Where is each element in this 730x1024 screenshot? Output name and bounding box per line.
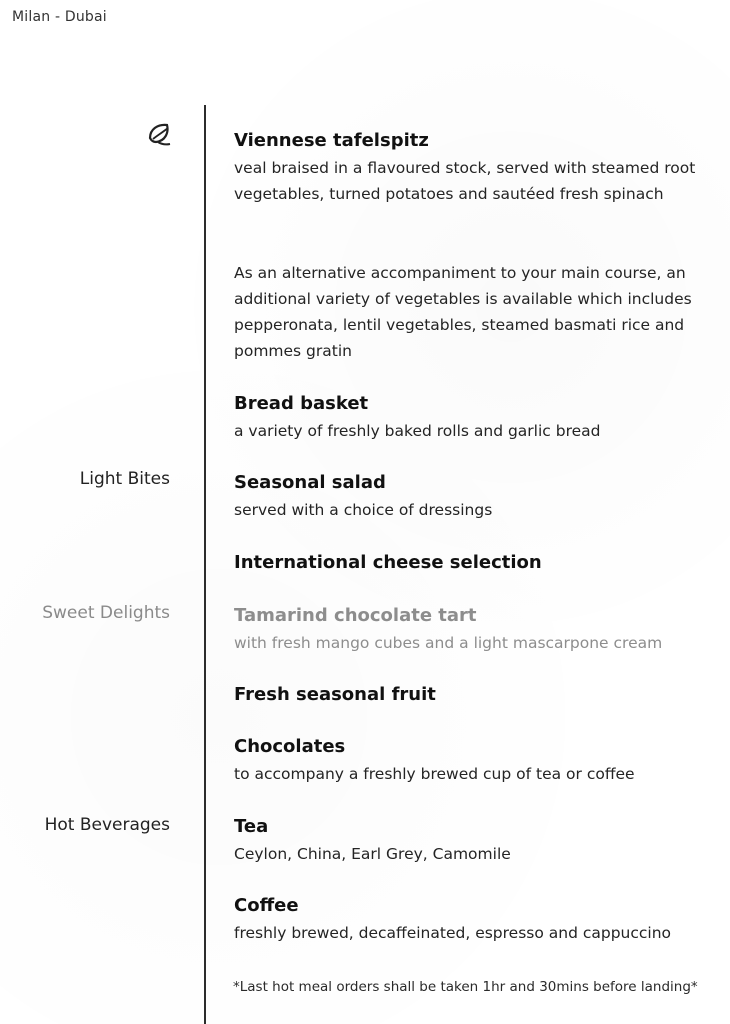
item-title: Bread basket [234, 393, 369, 414]
leaf-icon [145, 120, 175, 150]
menu-item-bread-basket [234, 392, 704, 444]
item-description: to accompany a freshly brewed cup of tea or coffee [234, 765, 635, 783]
item-title: Seasonal salad [234, 472, 386, 493]
item-title: Tea [234, 816, 269, 837]
item-title: Coffee [234, 895, 299, 916]
item-title: International cheese selection [234, 552, 542, 573]
item-title: Tamarind chocolate tart [234, 605, 477, 626]
menu-item-tamarind-chocolate-tart [234, 604, 704, 656]
item-description: a variety of freshly baked rolls and garlic bread [234, 422, 601, 440]
footer-note: *Last hot meal orders shall be taken 1hr and 30mins before landing* [233, 979, 698, 995]
menu-item-seasonal-salad [234, 471, 704, 523]
section-label-hot-beverages: Hot Beverages [44, 815, 170, 835]
item-title: Fresh seasonal fruit [234, 684, 436, 705]
item-description: served with a choice of dressings [234, 501, 493, 519]
menu-item-viennese-tafelspitz [234, 129, 704, 207]
item-description: with fresh mango cubes and a light mascarpone cream [234, 634, 663, 652]
item-description: As an alternative accompaniment to your main course, an additional variety of vegetables is available which includes pepperonata, lentil vegetables, steamed basmati rice and pommes gratin [234, 264, 692, 360]
item-title: Chocolates [234, 736, 346, 757]
menu-note-alternative-accompaniment [234, 260, 704, 364]
vertical-divider [204, 105, 206, 1024]
route-label: Milan - Dubai [12, 9, 107, 25]
item-description: Ceylon, China, Earl Grey, Camomile [234, 845, 511, 863]
item-description: freshly brewed, decaffeinated, espresso and cappuccino [234, 924, 672, 942]
menu-item-fresh-seasonal-fruit [234, 683, 704, 709]
menu-item-tea [234, 815, 704, 867]
menu-item-chocolates [234, 735, 704, 787]
item-description: veal braised in a flavoured stock, served with steamed root vegetables, turned potatoes and sautéed fresh spinach [234, 159, 696, 203]
item-title: Viennese tafelspitz [234, 130, 429, 151]
menu-item-international-cheese-selection [234, 551, 704, 577]
section-label-light-bites: Light Bites [79, 469, 170, 489]
section-label-sweet-delights: Sweet Delights [42, 603, 170, 623]
menu-item-coffee [234, 894, 704, 946]
